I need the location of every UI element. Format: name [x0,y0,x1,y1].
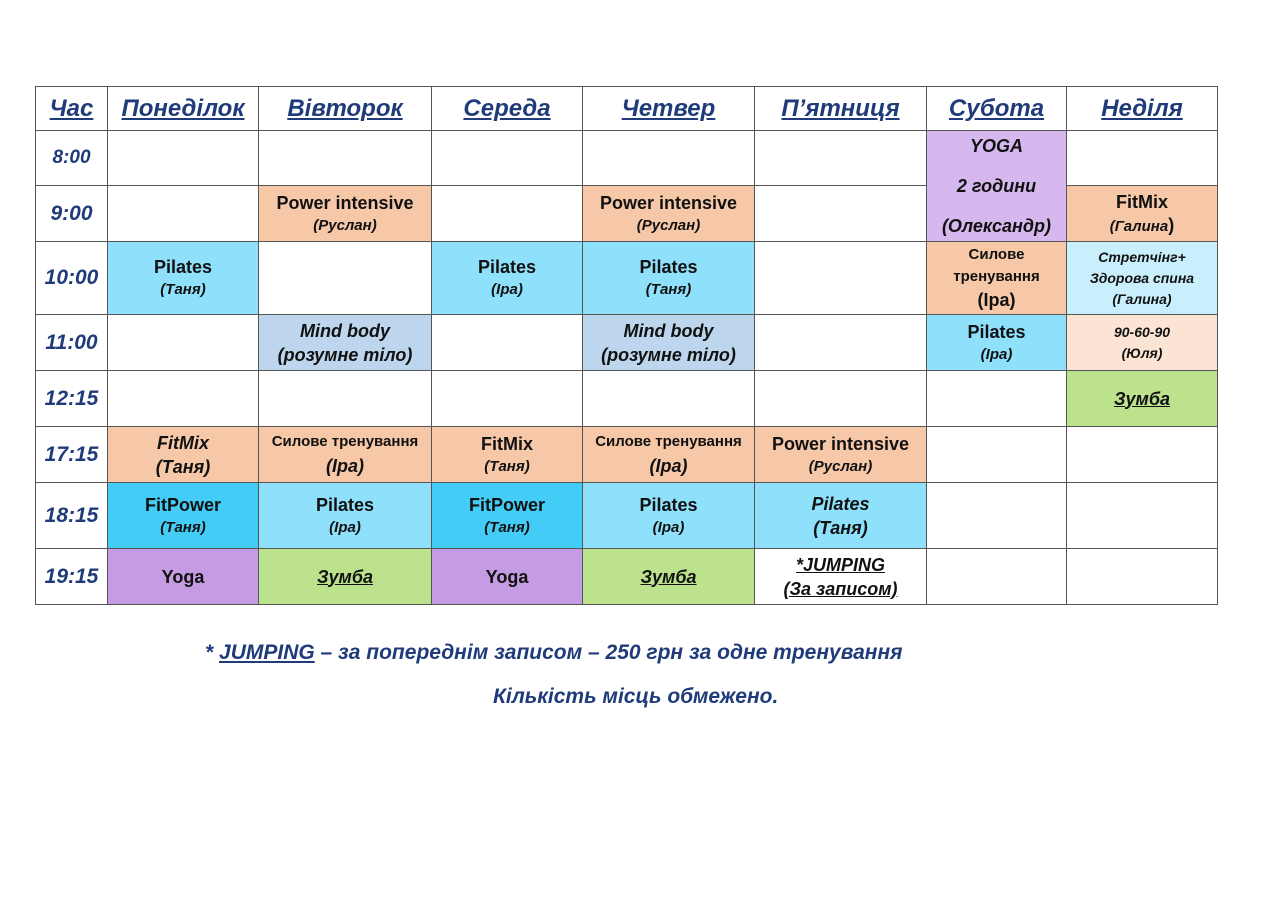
empty-cell [259,371,432,427]
class-subtitle: (розумне тіло) [277,344,413,365]
trainer-name: (Іра) [649,455,688,476]
empty-cell [432,315,583,371]
class-name: Pilates [967,321,1026,342]
header-saturday: Субота [927,87,1067,131]
class-name: Power intensive [276,192,414,213]
row-1100 [36,315,1218,371]
trainer-name: (Іра) [491,281,523,298]
class-cell-tue-0900 [259,186,432,242]
class-cell-tue-1915 [259,549,432,605]
class-cell-tue-1100 [259,315,432,371]
class-cell-thu-1915 [583,549,755,605]
class-name: Зумба [640,566,697,587]
class-name: Mind body [300,320,390,341]
time-cell: 19:15 [36,549,108,605]
empty-cell [755,371,927,427]
empty-cell [108,186,259,242]
class-cell-tue-1815 [259,483,432,549]
trainer-name: (Іра) [977,290,1016,310]
empty-cell [432,131,583,186]
trainer-name: (Юля) [1121,344,1163,361]
empty-cell [1067,549,1218,605]
class-cell-mon-1815 [108,483,259,549]
trainer-name: (Таня) [645,281,692,298]
empty-cell [927,371,1067,427]
empty-cell [755,242,927,315]
class-duration: 2 години [956,176,1037,196]
empty-cell [108,315,259,371]
trainer-name: (Руслан) [808,457,873,475]
class-name-line2: Здорова спина [1089,269,1195,286]
trainer-name: (Таня) [484,457,530,475]
class-cell-wed-1000 [432,242,583,315]
class-name: Power intensive [771,433,910,454]
time-cell: 12:15 [36,371,108,427]
class-cell-mon-1000 [108,242,259,315]
class-name: Yoga [485,566,529,587]
class-name: FitMix [1116,191,1168,212]
jumping-note [205,641,903,665]
class-name: Зумба [1113,388,1171,409]
class-cell-tue-1715 [259,427,432,483]
class-name: FitPower [144,494,221,515]
class-cell-thu-1000 [583,242,755,315]
header-thursday: Четвер [583,87,755,131]
class-cell-sun-1100 [1067,315,1218,371]
row-1215 [36,371,1218,427]
class-name: Зумба [316,566,374,587]
row-1000 [36,242,1218,315]
class-cell-thu-1715 [583,427,755,483]
empty-cell [432,186,583,242]
class-name: Силове тренування [271,432,419,450]
class-cell-fri-1715 [755,427,927,483]
class-cell-sun-1215 [1067,371,1218,427]
trainer-name: (Іра) [980,345,1013,363]
time-cell: 10:00 [36,242,108,315]
class-name: FitMix [157,432,209,453]
empty-cell [927,483,1067,549]
class-name: Power intensive [599,192,738,213]
class-cell-sun-1000 [1067,242,1218,315]
empty-cell [755,131,927,186]
class-cell-wed-1915 [432,549,583,605]
class-cell-sat-1100 [927,315,1067,371]
class-cell-mon-1715 [108,427,259,483]
class-name: Pilates [639,257,698,277]
time-cell: 11:00 [36,315,108,371]
class-cell-sat-yoga [927,131,1067,242]
class-name: Pilates [153,257,213,277]
trainer-name: (Таня) [155,456,211,477]
row-1815 [36,483,1218,549]
class-name: *JUMPING [795,554,885,575]
empty-cell [583,371,755,427]
schedule-table [35,86,1218,605]
class-name: Стретчінг+ [1098,248,1186,265]
class-cell-wed-1715 [432,427,583,483]
time-cell: 18:15 [36,483,108,549]
empty-cell [1067,483,1218,549]
jumping-note-prefix: * [205,641,220,664]
class-name-line2: тренування [953,268,1040,285]
class-subtitle: (За записом) [783,578,898,599]
trainer-name: (Іра) [326,455,364,476]
trainer-name-text: (Галина [1109,217,1169,235]
jumping-note-word: JUMPING [219,641,315,664]
empty-cell [583,131,755,186]
class-subtitle: (розумне тіло) [601,344,736,365]
empty-cell [755,315,927,371]
row-1715 [36,427,1218,483]
trainer-name: (Руслан) [636,216,701,234]
trainer-name: (Таня) [160,518,206,536]
class-cell-wed-1815 [432,483,583,549]
empty-cell [432,371,583,427]
header-sunday: Неділя [1067,87,1218,131]
empty-cell [927,427,1067,483]
trainer-name: (Таня) [160,281,206,298]
empty-cell [755,186,927,242]
time-cell: 17:15 [36,427,108,483]
class-name: FitMix [481,433,533,454]
trainer-name [1067,214,1217,238]
class-cell-thu-0900 [583,186,755,242]
class-cell-sun-0900 [1067,186,1218,242]
trainer-name: (Галина) [1112,290,1172,307]
class-name: Силове тренування [595,432,742,450]
time-cell: 9:00 [36,186,108,242]
class-name: Pilates [315,494,375,515]
header-wednesday: Середа [432,87,583,131]
header-tuesday: Вівторок [259,87,432,131]
empty-cell [108,131,259,186]
header-row [36,87,1218,131]
empty-cell [1067,131,1218,186]
class-cell-fri-1815 [755,483,927,549]
class-name: 90-60-90 [1113,323,1171,340]
class-cell-mon-1915 [108,549,259,605]
jumping-note-text: – за попереднім записом – 250 грн за одне тренування [314,641,903,664]
row-0800 [36,131,1218,186]
class-name: Pilates [811,493,870,514]
empty-cell [1067,427,1218,483]
class-cell-fri-1915 [755,549,927,605]
empty-cell [108,371,259,427]
trainer-name: (Таня) [484,518,530,536]
trainer-close-paren: ) [1168,214,1175,235]
class-name: FitPower [468,494,545,515]
class-name: Силове [968,246,1025,263]
header-friday: П’ятниця [755,87,927,131]
time-cell: 8:00 [36,131,108,186]
class-cell-thu-1100 [583,315,755,371]
empty-cell [259,242,432,315]
class-name: Mind body [623,320,714,341]
class-name: Yoga [161,566,205,587]
row-1915 [36,549,1218,605]
class-name: YOGA [969,136,1023,156]
class-name: Pilates [639,494,698,515]
trainer-name: (Руслан) [313,216,377,234]
class-name: Pilates [477,257,537,277]
trainer-name: (Іра) [329,518,361,536]
trainer-name: (Іра) [652,518,685,536]
trainer-name: (Таня) [813,517,868,538]
limited-places-note: Кількість місць обмежено. [493,685,779,708]
trainer-name: (Олександр) [941,216,1052,236]
empty-cell [259,131,432,186]
class-cell-thu-1815 [583,483,755,549]
class-cell-sat-1000 [927,242,1067,315]
empty-cell [927,549,1067,605]
header-time: Час [36,87,108,131]
header-monday: Понеділок [108,87,259,131]
